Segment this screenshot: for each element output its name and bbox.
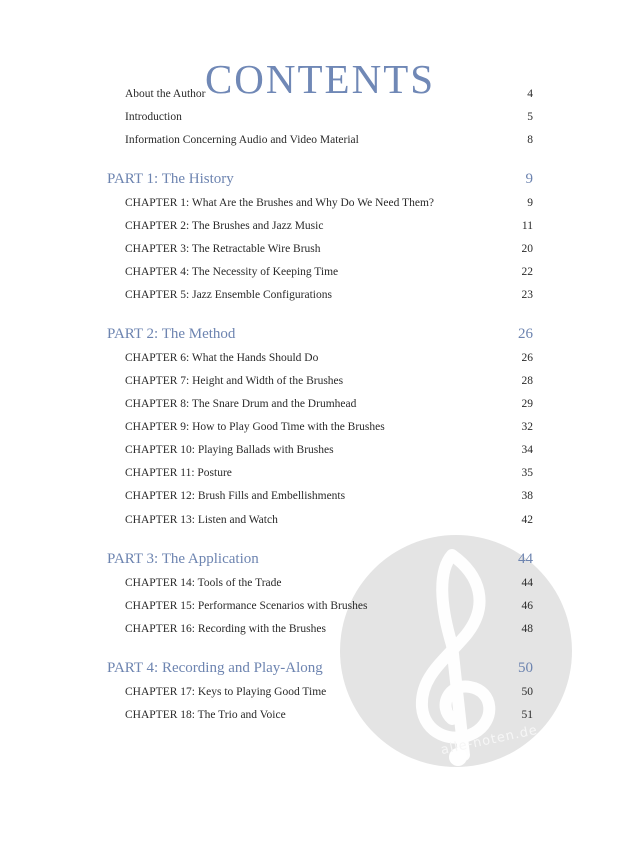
toc-chapter-label: CHAPTER 2: The Brushes and Jazz Music [125,220,324,232]
toc-chapter-label: CHAPTER 15: Performance Scenarios with Brushes [125,600,368,612]
toc-part-page: 9 [525,171,533,187]
toc-chapter-label: CHAPTER 8: The Snare Drum and the Drumhead [125,398,357,410]
toc-chapter-label: CHAPTER 1: What Are the Brushes and Why Do We Need Them? [125,197,434,209]
watermark-text: alle-noten.de [439,722,540,759]
toc-chapter-page: 38 [521,490,533,502]
toc-chapter[interactable] [125,623,533,635]
toc-part-page: 44 [518,551,533,567]
toc-part-2[interactable] [107,326,533,343]
toc-chapter[interactable] [125,467,533,479]
toc-chapter[interactable] [125,266,533,278]
toc-chapter-label: CHAPTER 10: Playing Ballads with Brushes [125,444,334,456]
toc-chapter[interactable] [125,398,533,410]
toc-chapter[interactable] [125,421,533,433]
toc-entry-page: 4 [527,88,533,100]
page-title: CONTENTS [204,56,436,103]
toc-chapter-label: CHAPTER 18: The Trio and Voice [125,709,286,721]
toc-chapter-page: 23 [521,289,533,301]
toc-entry-page: 5 [527,111,533,123]
toc-chapter-page: 34 [521,444,533,456]
toc-entry-introduction[interactable] [125,111,533,123]
toc-chapter-page: 51 [521,709,533,721]
toc-chapter-page: 32 [521,421,533,433]
toc-chapter[interactable] [125,444,533,456]
toc-chapter-label: CHAPTER 5: Jazz Ensemble Configurations [125,289,332,301]
toc-chapter[interactable] [125,289,533,301]
toc-chapter-label: CHAPTER 7: Height and Width of the Brushes [125,375,344,387]
toc-chapter-label: CHAPTER 12: Brush Fills and Embellishments [125,490,346,502]
toc-part-4[interactable] [107,660,533,677]
toc-chapter-page: 20 [521,243,533,255]
toc-chapter[interactable] [125,197,533,209]
toc-part-page: 26 [518,326,533,342]
toc-chapter[interactable] [125,375,533,387]
toc-chapter-label: CHAPTER 9: How to Play Good Time with the Brushes [125,421,385,433]
toc-entry-audio-video[interactable] [125,134,533,146]
toc-entry-label: About the Author [125,88,206,100]
toc-chapter-page: 9 [527,197,533,209]
toc-chapter-label: CHAPTER 6: What the Hands Should Do [125,352,319,364]
toc-entry-label: Introduction [125,111,182,123]
toc-chapter-page: 35 [521,467,533,479]
toc-chapter[interactable] [125,514,533,526]
toc-part-1[interactable] [107,171,533,188]
toc-entry-about-author[interactable] [125,88,533,100]
toc-chapter-page: 42 [521,514,533,526]
toc-chapter-label: CHAPTER 16: Recording with the Brushes [125,623,326,635]
toc-chapter-label: CHAPTER 4: The Necessity of Keeping Time [125,266,339,278]
toc-chapter[interactable] [125,243,533,255]
toc-chapter-page: 11 [521,220,533,232]
toc-part-label: PART 3: The Application [107,551,259,567]
toc-chapter-page: 44 [521,577,533,589]
toc-chapter-label: CHAPTER 3: The Retractable Wire Brush [125,243,321,255]
toc-part-3[interactable] [107,551,533,568]
toc-entry-page: 8 [527,134,533,146]
toc-chapter-page: 29 [521,398,533,410]
toc-chapter-page: 50 [521,686,533,698]
toc-entry-label: Information Concerning Audio and Video Material [125,134,359,146]
toc-chapter[interactable] [125,220,533,232]
toc-part-label: PART 4: Recording and Play-Along [107,660,323,676]
toc-chapter[interactable] [125,709,533,721]
toc-chapter-page: 48 [521,623,533,635]
toc-chapter-page: 46 [521,600,533,612]
toc-chapter-label: CHAPTER 14: Tools of the Trade [125,577,282,589]
toc-chapter-label: CHAPTER 13: Listen and Watch [125,514,278,526]
toc-part-label: PART 1: The History [107,171,234,187]
toc-chapter[interactable] [125,600,533,612]
toc-chapter[interactable] [125,686,533,698]
toc-part-page: 50 [518,660,533,676]
toc-chapter-page: 22 [521,266,533,278]
toc-chapter-label: CHAPTER 11: Posture [125,467,232,479]
toc-chapter-page: 28 [521,375,533,387]
toc-chapter-page: 26 [521,352,533,364]
toc-chapter[interactable] [125,577,533,589]
toc-part-label: PART 2: The Method [107,326,236,342]
toc-chapter[interactable] [125,490,533,502]
toc-chapter[interactable] [125,352,533,364]
watermark-seal [340,535,572,767]
toc-chapter-label: CHAPTER 17: Keys to Playing Good Time [125,686,327,698]
